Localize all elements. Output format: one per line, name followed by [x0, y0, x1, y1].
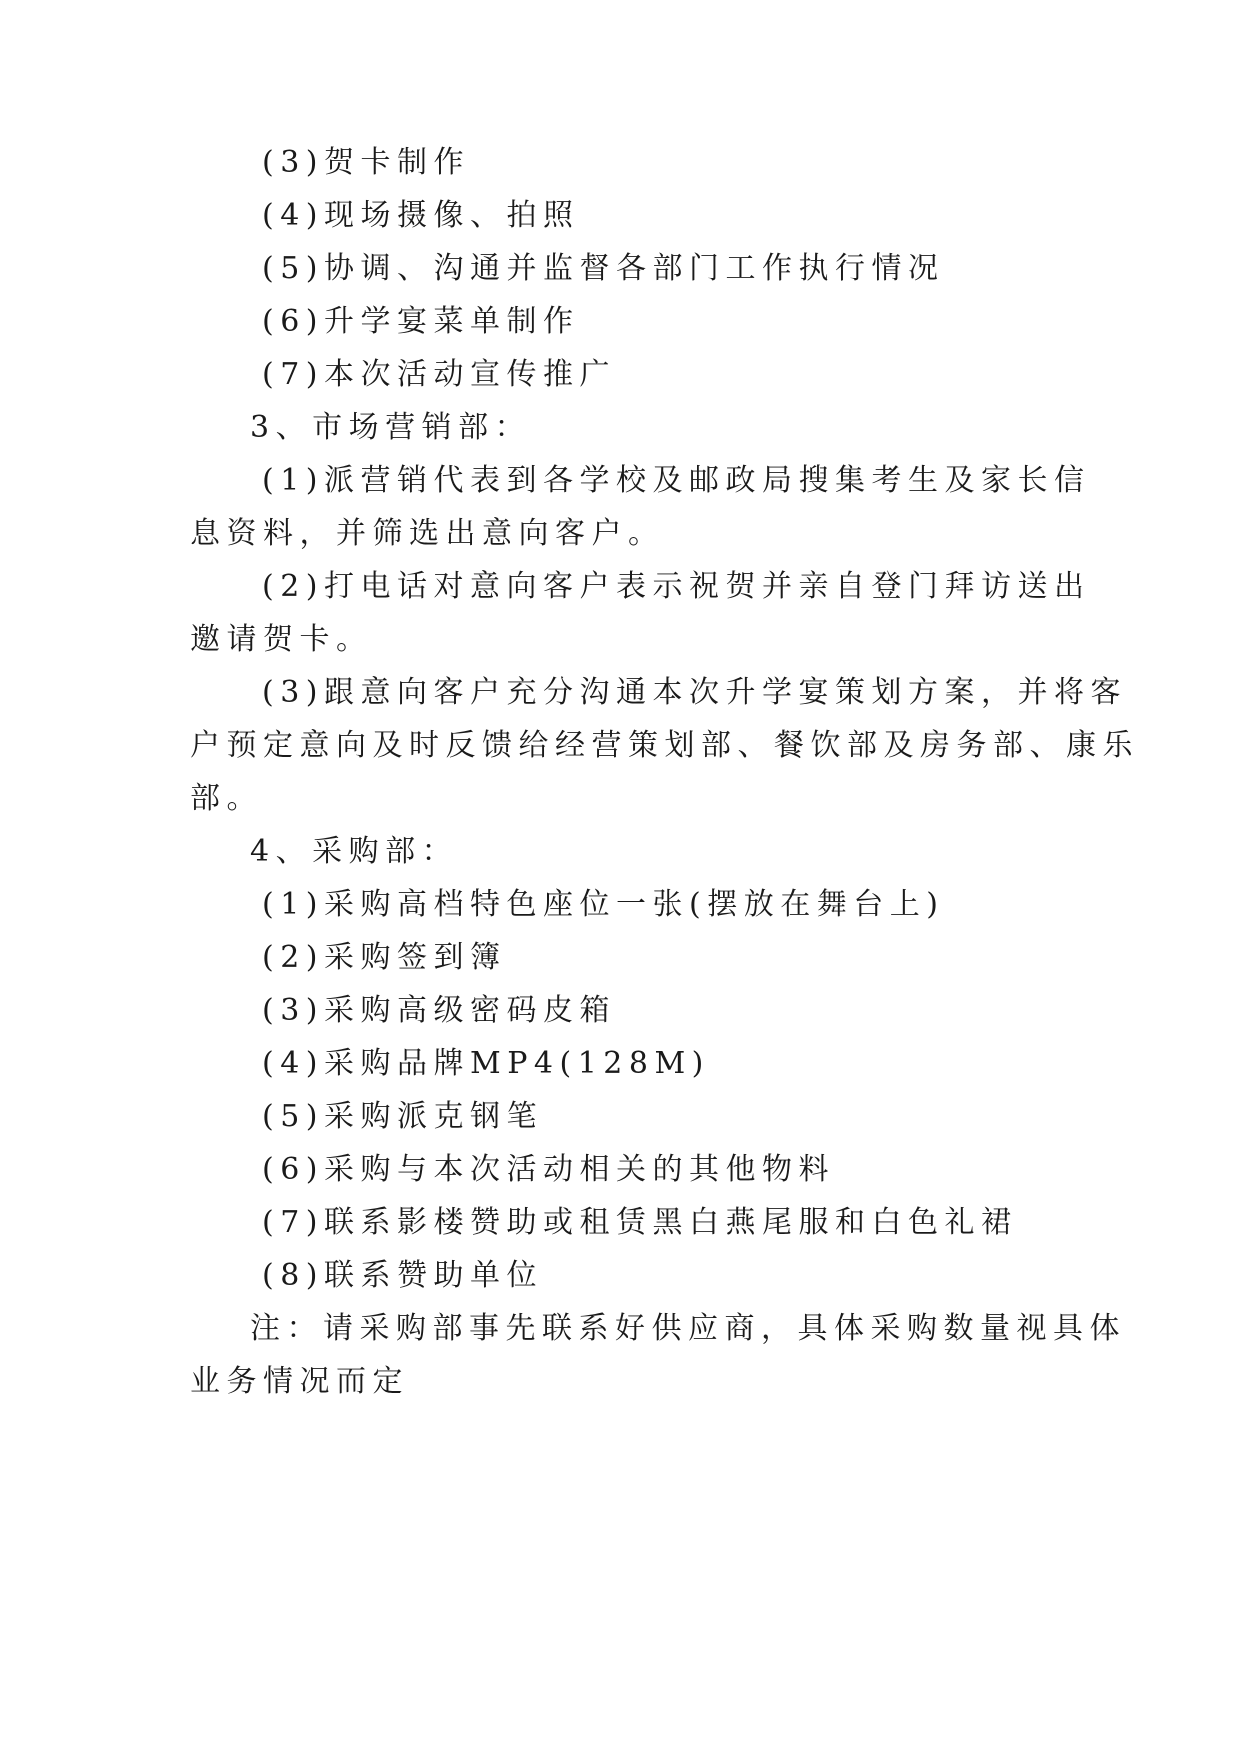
list-item-menu: (6)升学宴菜单制作	[262, 304, 580, 339]
paragraph-marketing-2-cont: 邀请贺卡。	[190, 622, 373, 657]
section-heading-marketing: 3、市场营销部：	[250, 410, 532, 445]
note-paragraph-cont: 业务情况而定	[190, 1364, 409, 1399]
list-item-purchase-mp4: (4)采购品牌MP4(128M)	[262, 1046, 710, 1081]
list-item-coordination: (5)协调、沟通并监督各部门工作执行情况	[262, 251, 945, 286]
list-item-sponsor-studio: (7)联系影楼赞助或租赁黑白燕尾服和白色礼裙	[262, 1205, 1018, 1240]
paragraph-marketing-3-cont: 户预定意向及时反馈给经营策划部、餐饮部及房务部、康乐	[190, 728, 1139, 763]
list-item-sponsor-contact: (8)联系赞助单位	[262, 1258, 543, 1293]
paragraph-marketing-2: (2)打电话对意向客户表示祝贺并亲自登门拜访送出	[262, 569, 1091, 604]
list-item-purchase-signbook: (2)采购签到簿	[262, 940, 507, 975]
paragraph-marketing-1-cont: 息资料，并筛选出意向客户。	[190, 516, 665, 551]
list-item-purchase-suitcase: (3)采购高级密码皮箱	[262, 993, 616, 1028]
list-item-promotion: (7)本次活动宣传推广	[262, 357, 616, 392]
list-item-purchase-materials: (6)采购与本次活动相关的其他物料	[262, 1152, 835, 1187]
paragraph-marketing-1: (1)派营销代表到各学校及邮政局搜集考生及家长信	[262, 463, 1091, 498]
list-item-photography: (4)现场摄像、拍照	[262, 198, 580, 233]
section-heading-purchasing: 4、采购部：	[250, 834, 459, 869]
list-item-card-making: (3)贺卡制作	[262, 145, 470, 180]
list-item-purchase-pen: (5)采购派克钢笔	[262, 1099, 543, 1134]
paragraph-marketing-3-end: 部。	[190, 781, 263, 816]
list-item-purchase-seat: (1)采购高档特色座位一张(摆放在舞台上)	[262, 887, 945, 922]
note-paragraph: 注：请采购部事先联系好供应商，具体采购数量视具体	[250, 1311, 1126, 1346]
paragraph-marketing-3: (3)跟意向客户充分沟通本次升学宴策划方案，并将客	[262, 675, 1127, 710]
